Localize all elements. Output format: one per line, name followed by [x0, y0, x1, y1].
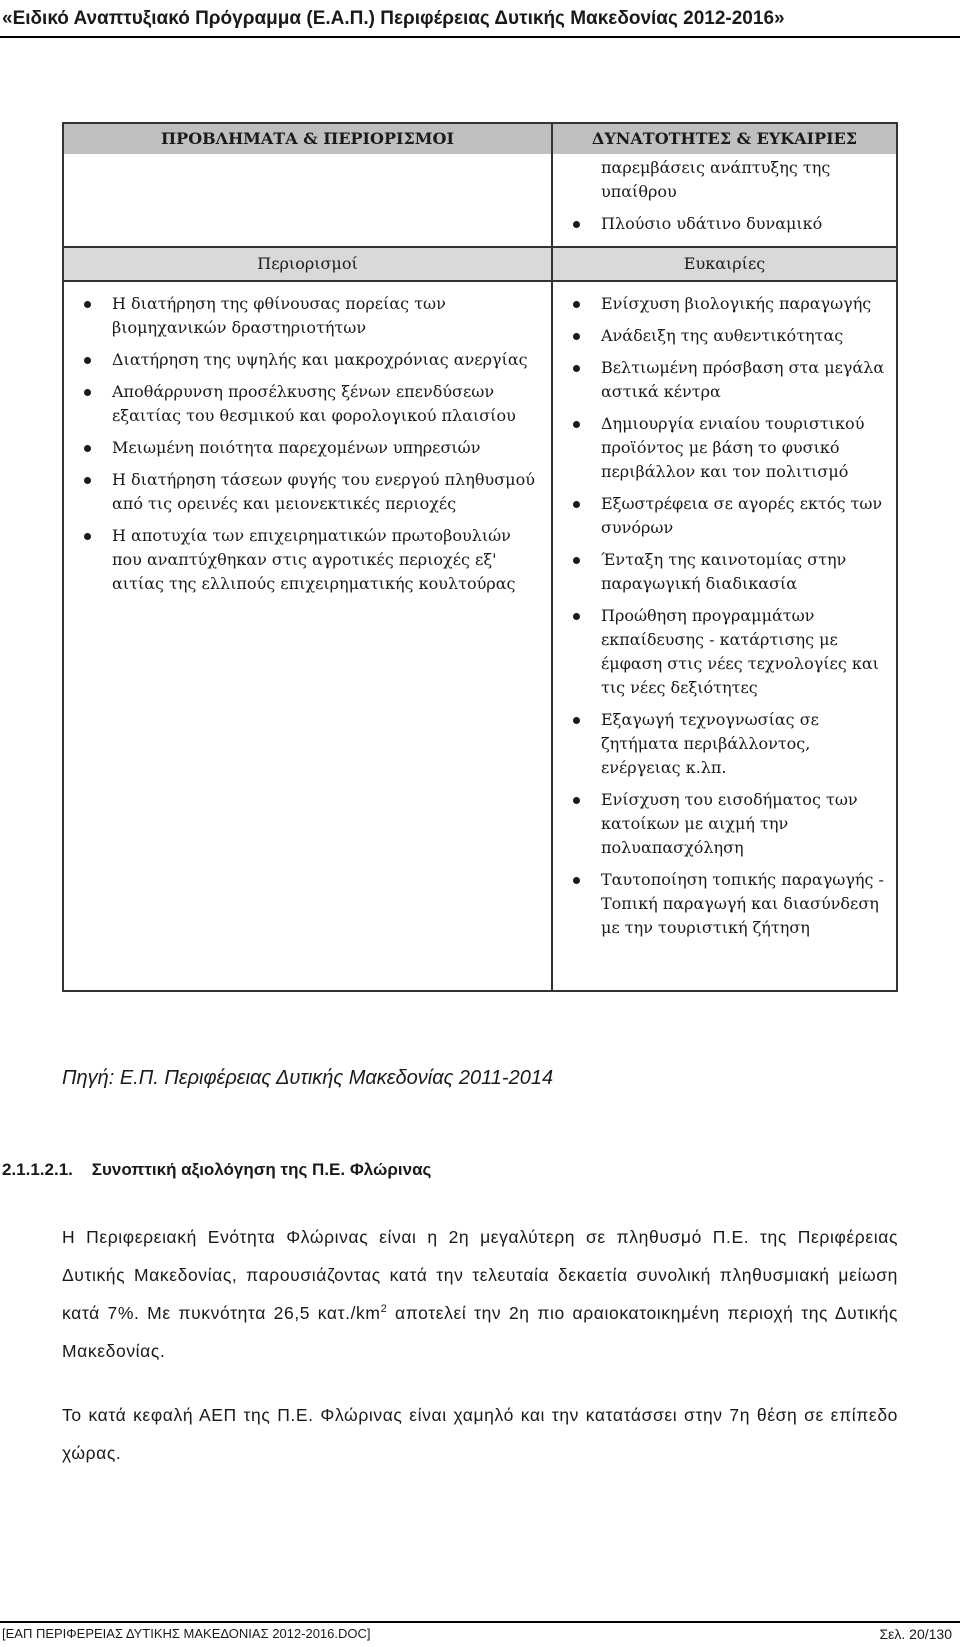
paragraph-gdp: Το κατά κεφαλή ΑΕΠ της Π.Ε. Φλώρινας είναι χαμηλό και την κατατάσσει στην 7η θέση σε επίπεδο χώρας.: [62, 1405, 898, 1463]
footer-document-name: [ΕΑΠ ΠΕΡΙΦΕΡΕΙΑΣ ΔΥΤΙΚΗΣ ΜΑΚΕΔΟΝΙΑΣ 2012-2016.DOC]: [2, 1626, 371, 1641]
list-item: Πλούσιο υδάτινο δυναμικό: [553, 212, 896, 236]
paragraph-population: [62, 1218, 898, 1370]
left-sub-header: Περιορισμοί: [63, 247, 552, 281]
list-item: Εξαγωγή τεχνογνωσίας σε ζητήματα περιβάλλοντος, ενέργειας κ.λπ.: [553, 708, 896, 780]
constraints-list: [64, 282, 551, 596]
right-column-top: [552, 123, 897, 247]
footer-page-number: Σελ. 20/130: [879, 1626, 952, 1642]
list-item: Ανάδειξη της αυθεντικότητας: [553, 324, 896, 348]
list-item: Ενίσχυση βιολογικής παραγωγής: [553, 292, 896, 316]
continued-list: [553, 154, 896, 236]
col-left-header: ΠΡΟΒΛΗΜΑΤΑ & ΠΕΡΙΟΡΙΣΜΟΙ: [64, 124, 551, 154]
table-body-row: [63, 281, 897, 991]
page-header: [0, 4, 960, 38]
opportunities-cell: [552, 281, 897, 991]
list-item: Βελτιωμένη πρόσβαση στα μεγάλα αστικά κέντρα: [553, 356, 896, 404]
source-caption: Πηγή: Ε.Π. Περιφέρειας Δυτικής Μακεδονίας 2011-2014: [62, 1067, 554, 1089]
section-number: 2.1.1.2.1.: [2, 1160, 73, 1179]
page-footer: [0, 1621, 960, 1645]
col-right-header: ΔΥΝΑΤΟΤΗΤΕΣ & ΕΥΚΑΙΡΙΕΣ: [553, 124, 896, 154]
left-column-top: [63, 123, 552, 247]
section-title: Συνοπτική αξιολόγηση της Π.Ε. Φλώρινας: [91, 1160, 432, 1179]
list-item: Μειωμένη ποιότητα παρεχομένων υπηρεσιών: [64, 436, 551, 460]
list-item: Ένταξη της καινοτομίας στην παραγωγική διαδικασία: [553, 548, 896, 596]
blank-spacer: [64, 154, 551, 246]
table-subheader-row: [63, 247, 897, 281]
list-item: Προώθηση προγραμμάτων εκπαίδευσης - κατάρτισης με έμφαση στις νέες τεχνολογίες και τις νέες δεξιότητες: [553, 604, 896, 700]
list-item: Η διατήρηση της φθίνουσας πορείας των βιομηχανικών δραστηριοτήτων: [64, 292, 551, 340]
list-item: Διατήρηση της υψηλής και μακροχρόνιας ανεργίας: [64, 348, 551, 372]
constraints-cell: [63, 281, 552, 991]
section-heading: [2, 1160, 431, 1180]
paragraph-text: αποτελεί την 2η πιο αραιοκατοικημένη περιοχή της Δυτικής Μακεδονίας.: [62, 1303, 899, 1361]
table-header-row: [63, 123, 897, 247]
swot-table: [62, 122, 898, 992]
list-item: Δημιουργία ενιαίου τουριστικού προϊόντος με βάση το φυσικό περιβάλλον και τον πολιτισμό: [553, 412, 896, 484]
superscript: 2: [380, 1303, 388, 1316]
list-item: Ταυτοποίηση τοπικής παραγωγής - Τοπική παραγωγή και διασύνδεση με την τουριστική ζήτηση: [553, 868, 896, 940]
list-item: Ενίσχυση του εισοδήματος των κατοίκων με αιχμή την πολυαπασχόληση: [553, 788, 896, 860]
list-item: Εξωστρέφεια σε αγορές εκτός των συνόρων: [553, 492, 896, 540]
list-item: Αποθάρρυνση προσέλκυσης ξένων επενδύσεων εξαιτίας του θεσμικού και φορολογικού πλαισίου: [64, 380, 551, 428]
list-item: Η αποτυχία των επιχειρηματικών πρωτοβουλιών που αναπτύχθηκαν στις αγροτικές περιοχές εξ' αιτίας της ελλιπούς επιχειρηματικής κουλτούρας: [64, 524, 551, 596]
paragraph-text: Η Περιφερειακή Ενότητα Φλώρινας είναι η 2η μεγαλύτερη σε πληθυσμό Π.Ε. της Περιφέρειας Δυτικής Μακεδονίας, παρουσιάζοντας κατά την τελευταία δεκαετία συνολική πληθυσμιακή μείωση κατά 7%. Με πυκνότητα 26,5 κατ./km: [62, 1227, 898, 1323]
list-item: Η διατήρηση τάσεων φυγής του ενεργού πληθυσμού από τις ορεινές και μειονεκτικές περιοχές: [64, 468, 551, 516]
opportunities-list: [553, 282, 896, 940]
header-title: «Ειδικό Αναπτυξιακό Πρόγραμμα (Ε.Α.Π.) Περιφέρειας Δυτικής Μακεδονίας 2012-2016»: [2, 8, 785, 29]
right-sub-header: Ευκαιρίες: [552, 247, 897, 281]
list-item: παρεμβάσεις ανάπτυξης της υπαίθρου: [601, 158, 831, 201]
